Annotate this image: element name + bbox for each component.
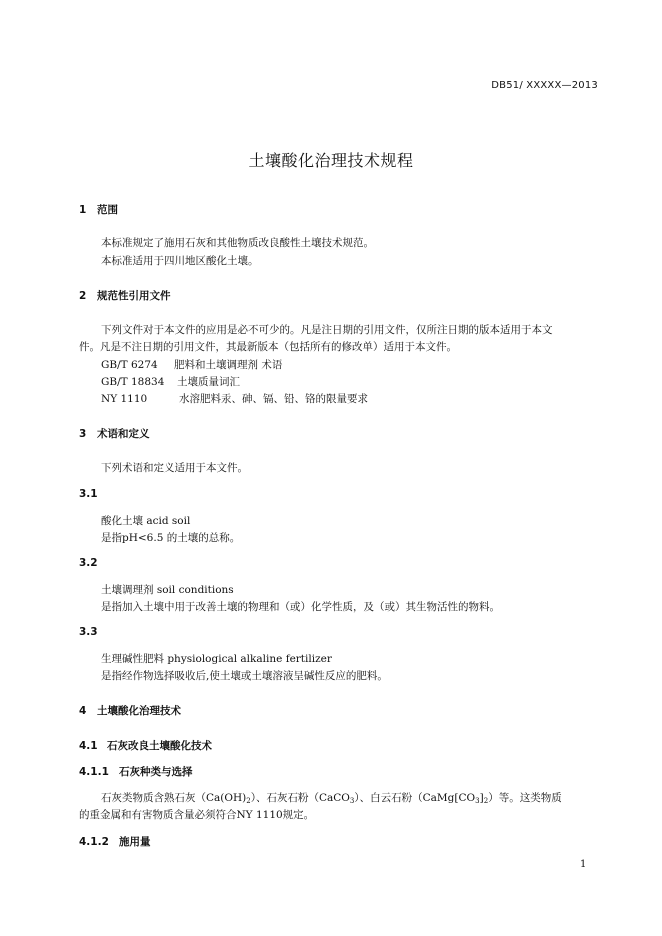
section-4-1-1-line-2: 的重金属和有害物质含量必须符合NY 1110规定。: [79, 809, 315, 821]
section-4-1-1-number: 4.1.1: [79, 766, 109, 778]
term-3-3-name: 生理碱性肥料 physiological alkaline fertilizer: [101, 653, 332, 665]
text-run: ]: [479, 792, 484, 804]
section-2-number: 2: [79, 290, 87, 302]
subscript: 2: [246, 797, 251, 805]
section-2-paragraph-line-1: 下列文件对于本文件的应用是必不可少的。凡是注日期的引用文件，仅所注日期的版本适用于本文: [101, 324, 553, 336]
section-3-paragraph: 下列术语和定义适用于本文件。: [101, 462, 248, 474]
text-run: 石灰类物质含熟石灰（Ca(OH): [101, 792, 247, 804]
section-4-title: 土壤酸化治理技术: [97, 705, 181, 717]
term-3-3-definition: 是指经作物选择吸收后,使土壤或土壤溶液呈碱性反应的肥料。: [101, 670, 388, 682]
subscript: 3: [475, 797, 480, 805]
reference-item: [101, 374, 240, 389]
section-4-1-2-title: 施用量: [119, 836, 151, 848]
reference-item: [101, 357, 282, 372]
term-3-3-number: 3.3: [79, 626, 98, 638]
reference-code: GB/T 18834: [101, 376, 165, 388]
standard-code: DB51/ XXXXX—2013: [491, 80, 598, 91]
section-4-1-1-title: 石灰种类与选择: [119, 766, 193, 778]
section-4-1-1-heading: [79, 764, 193, 779]
text-run: ）、白云石粉（CaMg[CO: [354, 792, 476, 804]
reference-item: [101, 391, 368, 406]
reference-name: 水溶肥料汞、砷、镉、铅、铬的限量要求: [179, 393, 368, 405]
term-3-2-definition: 是指加入土壤中用于改善土壤的物理和（或）化学性质，及（或）其生物活性的物料。: [101, 601, 500, 613]
section-4-number: 4: [79, 705, 87, 717]
term-3-2-number: 3.2: [79, 557, 98, 569]
section-2-paragraph-line-2: 件。凡是不注日期的引用文件，其最新版本（包括所有的修改单）适用于本文件。: [79, 341, 457, 353]
section-1-paragraph-1: 本标准规定了施用石灰和其他物质改良酸性土壤技术规范。: [101, 237, 374, 249]
section-1-heading: [79, 202, 118, 217]
page-number: 1: [580, 859, 587, 870]
section-1-paragraph-2: 本标准适用于四川地区酸化土壤。: [101, 255, 259, 267]
text-run: ）、石灰石粉（CaCO: [250, 792, 350, 804]
section-4-1-number: 4.1: [79, 740, 98, 752]
section-4-1-1-line-1: [101, 790, 562, 805]
text-run: ）等。这类物质: [488, 792, 562, 804]
section-2-title: 规范性引用文件: [97, 290, 171, 302]
document-title: 土壤酸化治理技术规程: [248, 151, 414, 170]
section-4-1-title: 石灰改良土壤酸化技术: [107, 740, 212, 752]
subscript: 2: [483, 797, 489, 805]
section-1-title: 范围: [97, 204, 118, 216]
section-4-1-heading: [79, 738, 212, 753]
section-4-1-2-number: 4.1.2: [79, 836, 109, 848]
subscript: 3: [349, 797, 355, 805]
section-1-number: 1: [79, 204, 87, 216]
section-4-heading: [79, 703, 181, 718]
section-3-number: 3: [79, 428, 87, 440]
section-2-heading: [79, 288, 171, 303]
term-3-1-definition: 是指pH<6.5 的土壤的总称。: [101, 532, 241, 544]
section-4-1-2-heading: [79, 834, 151, 849]
term-3-2-name: 土壤调理剂 soil conditions: [101, 584, 234, 596]
reference-name: 肥料和土壤调理剂 术语: [174, 359, 283, 371]
reference-code: NY 1110: [101, 393, 148, 405]
reference-name: 土壤质量词汇: [177, 376, 240, 388]
term-3-1-name: 酸化土壤 acid soil: [101, 515, 191, 527]
reference-code: GB/T 6274: [101, 359, 158, 371]
term-3-1-number: 3.1: [79, 488, 98, 500]
section-3-heading: [79, 426, 150, 441]
section-3-title: 术语和定义: [97, 428, 150, 440]
